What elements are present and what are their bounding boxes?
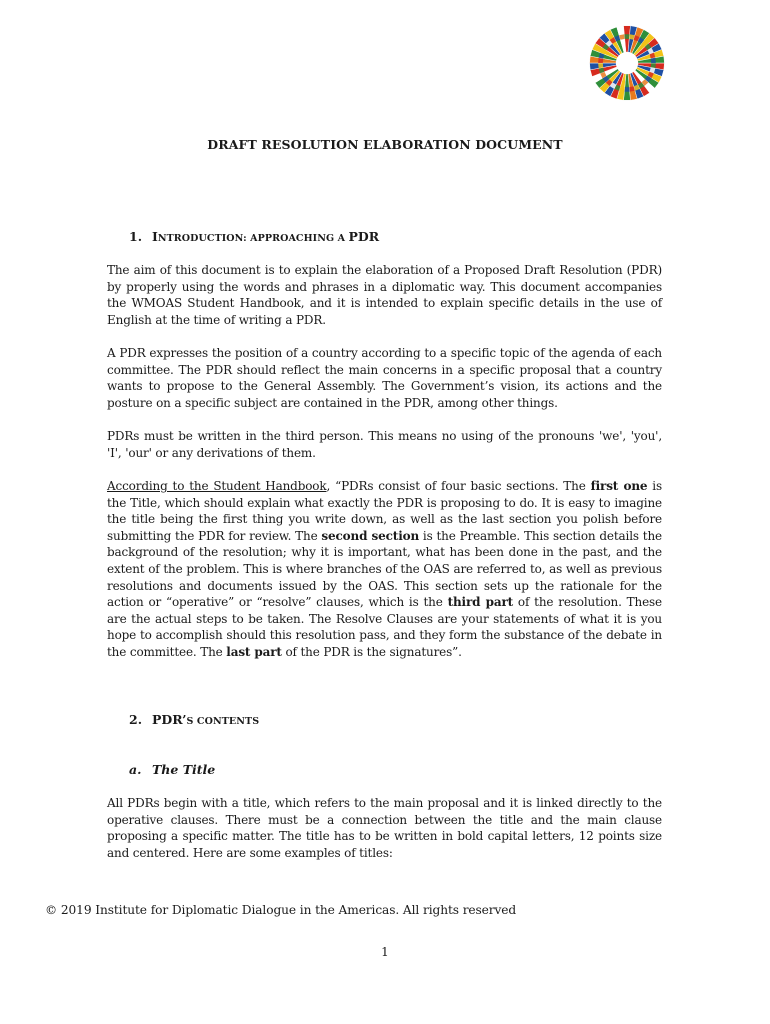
- section-heading-introduction: [129, 229, 379, 244]
- quote-bold: third part: [447, 595, 514, 610]
- section-heading-contents: [129, 712, 259, 727]
- paragraph-third-person: PDRs must be written in the third person. This means no using of the pronouns 'we', 'you', 'I', 'our' or any derivations of them.: [107, 429, 662, 460]
- paragraph-titles: All PDRs begin with a title, which refers to the main proposal and it is linked directly to the operative clauses. There must be a connection between the title and the main clause proposing a specific matter. The title has to be written in bold capital letters, 12 points size and centered. Here are some examples of titles:: [107, 796, 662, 860]
- section-title-first-letter: I: [152, 229, 158, 244]
- emblem-flag-stripe: [624, 34, 629, 39]
- document-title: DRAFT RESOLUTION ELABORATION DOCUMENT: [207, 137, 563, 152]
- quote-text: of the PDR is the signatures”.: [281, 644, 462, 659]
- section-number: 1.: [129, 229, 143, 244]
- handbook-reference-link[interactable]: According to the Student Handbook: [107, 479, 327, 493]
- quote-bold: first one: [590, 479, 648, 493]
- quote-text: is the Title, which should explain what exactly the PDR is proposing to do. It is easy to imagine the title being the first thing you write down, as well as the last section you polish before submitting the PDR for review. The: [107, 479, 662, 543]
- emblem-flag-stripe: [624, 87, 629, 92]
- emblem-flag-stripe: [598, 63, 603, 68]
- subsection-heading-title: [129, 762, 215, 777]
- section-title-small-caps: S CONTENTS: [186, 716, 260, 727]
- quote-text: of the resolution. These are the actual steps to be taken. The Resolve Clauses are your statements of what it is you hope to accomplish should this resolution pass, and they form the substance of the debate in the committee. The: [107, 595, 663, 659]
- section-title-small-caps: NTRODUCTION: APPROACHING A: [157, 233, 349, 244]
- page-number: 1: [381, 945, 389, 959]
- subsection-title: The Title: [152, 762, 216, 777]
- section-title-tail: PDR: [348, 229, 380, 244]
- quote-bold: last part: [226, 644, 282, 659]
- emblem-center: [616, 52, 638, 74]
- quote-text: , “PDRs consist of four basic sections. The: [326, 479, 591, 493]
- emblem-flag-stripe: [651, 58, 656, 63]
- paragraph-aim: The aim of this document is to explain the elaboration of a Proposed Draft Resolution (PDR) by properly using the words and phrases in a diplomatic way. This document accompanies the WMOAS Student Handbook, and it is intended to explain specific details in the use of English at the time of writing a PDR.: [107, 263, 662, 327]
- quote-bold: second section: [321, 528, 420, 543]
- section-title-head: PDR’: [152, 712, 187, 727]
- footer-copyright: © 2019 Institute for Diplomatic Dialogue in the Americas. All rights reserved: [45, 903, 517, 917]
- section-number: 2.: [129, 712, 143, 727]
- oas-emblem-icon: [588, 24, 666, 102]
- paragraph-handbook-quote: [107, 478, 662, 661]
- quote-text: is the Preamble. This section details the background of the resolution; why it is important, what has been done in the past, and the extent of the problem. This is where branches of the OAS are referred to, as well as previous resolutions and documents issued by the OAS. This section sets up the rationale for the action or “operative” or “resolve” clauses, which is the: [107, 528, 663, 610]
- paragraph-pdr-expresses: A PDR expresses the position of a country according to a specific topic of the agenda of each committee. The PDR should reflect the main concerns in a specific proposal that a country wants to propose to the General Assembly. The Government’s vision, its actions and the posture on a specific subject are contained in the PDR, among other things.: [107, 346, 662, 410]
- subsection-letter: a.: [129, 762, 142, 777]
